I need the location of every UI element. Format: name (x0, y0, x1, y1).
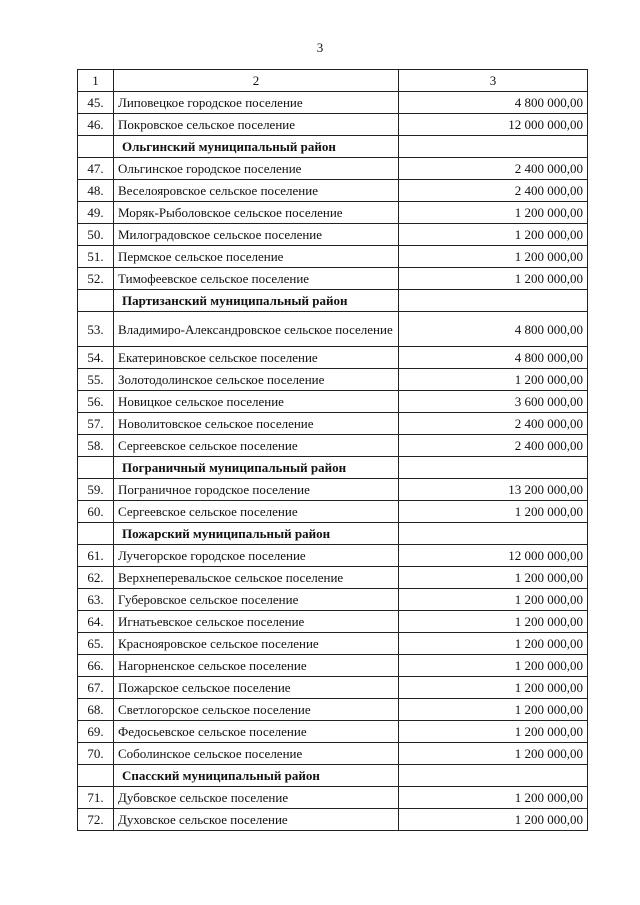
settlement-name: Веселояровское сельское поселение (114, 180, 399, 202)
amount: 1 200 000,00 (399, 699, 588, 721)
amount: 1 200 000,00 (399, 787, 588, 809)
row-number: 50. (78, 224, 114, 246)
settlement-name: Сергеевское сельское поселение (114, 435, 399, 457)
row-number: 60. (78, 501, 114, 523)
row-number: 68. (78, 699, 114, 721)
amount: 2 400 000,00 (399, 158, 588, 180)
settlement-name: Дубовское сельское поселение (114, 787, 399, 809)
settlement-name: Игнатьевское сельское поселение (114, 611, 399, 633)
header-col-1: 1 (78, 70, 114, 92)
row-number: 64. (78, 611, 114, 633)
settlement-name: Светлогорское сельское поселение (114, 699, 399, 721)
amount: 2 400 000,00 (399, 180, 588, 202)
row-number: 53. (78, 312, 114, 347)
settlement-name: Пограничное городское поселение (114, 479, 399, 501)
settlement-name: Краснояровское сельское поселение (114, 633, 399, 655)
row-number: 66. (78, 655, 114, 677)
district-num-cell (78, 457, 114, 479)
district-amount-cell (399, 136, 588, 158)
row-number: 70. (78, 743, 114, 765)
table-row (78, 435, 588, 457)
row-number: 61. (78, 545, 114, 567)
settlement-name: Сергеевское сельское поселение (114, 501, 399, 523)
district-num-cell (78, 765, 114, 787)
district-amount-cell (399, 765, 588, 787)
amount: 3 600 000,00 (399, 391, 588, 413)
amount: 1 200 000,00 (399, 268, 588, 290)
district-amount-cell (399, 290, 588, 312)
table-row (78, 92, 588, 114)
settlement-name: Владимиро-Александровское сельское поселение (114, 312, 399, 347)
district-row (78, 457, 588, 479)
amount: 1 200 000,00 (399, 202, 588, 224)
header-col-3: 3 (399, 70, 588, 92)
settlement-name: Липовецкое городское поселение (114, 92, 399, 114)
district-name: Партизанский муниципальный район (114, 290, 399, 312)
row-number: 45. (78, 92, 114, 114)
row-number: 47. (78, 158, 114, 180)
amount: 1 200 000,00 (399, 809, 588, 831)
amount: 4 800 000,00 (399, 347, 588, 369)
district-name: Ольгинский муниципальный район (114, 136, 399, 158)
header-col-2: 2 (114, 70, 399, 92)
table-row (78, 721, 588, 743)
table-row (78, 158, 588, 180)
row-number: 71. (78, 787, 114, 809)
amount: 1 200 000,00 (399, 721, 588, 743)
settlement-name: Золотодолинское сельское поселение (114, 369, 399, 391)
amount: 1 200 000,00 (399, 589, 588, 611)
row-number: 67. (78, 677, 114, 699)
amount: 1 200 000,00 (399, 633, 588, 655)
settlement-name: Нагорненское сельское поселение (114, 655, 399, 677)
settlement-name: Верхнеперевальское сельское поселение (114, 567, 399, 589)
amount: 1 200 000,00 (399, 224, 588, 246)
row-number: 65. (78, 633, 114, 655)
amount: 1 200 000,00 (399, 369, 588, 391)
table-row (78, 479, 588, 501)
row-number: 55. (78, 369, 114, 391)
district-amount-cell (399, 523, 588, 545)
page-number: 3 (316, 40, 324, 55)
district-row (78, 523, 588, 545)
settlement-name: Лучегорское городское поселение (114, 545, 399, 567)
amount: 1 200 000,00 (399, 611, 588, 633)
district-name: Пожарский муниципальный район (114, 523, 399, 545)
row-number: 51. (78, 246, 114, 268)
table-row (78, 114, 588, 136)
amount: 4 800 000,00 (399, 312, 588, 347)
amount: 1 200 000,00 (399, 677, 588, 699)
table-row (78, 809, 588, 831)
amount: 2 400 000,00 (399, 413, 588, 435)
table-row (78, 589, 588, 611)
settlement-name: Тимофеевское сельское поселение (114, 268, 399, 290)
amount: 1 200 000,00 (399, 501, 588, 523)
district-row (78, 136, 588, 158)
table-row (78, 347, 588, 369)
table-row (78, 224, 588, 246)
settlement-name: Федосьевское сельское поселение (114, 721, 399, 743)
settlement-name: Ольгинское городское поселение (114, 158, 399, 180)
row-number: 69. (78, 721, 114, 743)
row-number: 58. (78, 435, 114, 457)
settlement-name: Моряк-Рыболовское сельское поселение (114, 202, 399, 224)
district-amount-cell (399, 457, 588, 479)
table-row (78, 413, 588, 435)
amount: 1 200 000,00 (399, 743, 588, 765)
row-number: 59. (78, 479, 114, 501)
district-num-cell (78, 523, 114, 545)
table-row (78, 391, 588, 413)
settlement-name: Соболинское сельское поселение (114, 743, 399, 765)
table-row (78, 699, 588, 721)
amount: 12 000 000,00 (399, 114, 588, 136)
row-number: 72. (78, 809, 114, 831)
settlement-name: Духовское сельское поселение (114, 809, 399, 831)
table-body (78, 70, 588, 831)
amount: 12 000 000,00 (399, 545, 588, 567)
row-number: 48. (78, 180, 114, 202)
district-num-cell (78, 290, 114, 312)
settlement-name: Новолитовское сельское поселение (114, 413, 399, 435)
table-header-row (78, 70, 588, 92)
table-row (78, 246, 588, 268)
table-row (78, 501, 588, 523)
table-row (78, 545, 588, 567)
row-number: 46. (78, 114, 114, 136)
table-row (78, 567, 588, 589)
district-row (78, 765, 588, 787)
amount: 1 200 000,00 (399, 567, 588, 589)
table-row (78, 611, 588, 633)
settlement-name: Екатериновское сельское поселение (114, 347, 399, 369)
settlement-name: Милоградовское сельское поселение (114, 224, 399, 246)
district-num-cell (78, 136, 114, 158)
amount: 2 400 000,00 (399, 435, 588, 457)
settlement-name: Пожарское сельское поселение (114, 677, 399, 699)
row-number: 52. (78, 268, 114, 290)
amount: 4 800 000,00 (399, 92, 588, 114)
settlement-name: Новицкое сельское поселение (114, 391, 399, 413)
amount: 1 200 000,00 (399, 655, 588, 677)
settlement-name: Пермское сельское поселение (114, 246, 399, 268)
settlement-name: Покровское сельское поселение (114, 114, 399, 136)
amount: 1 200 000,00 (399, 246, 588, 268)
table-row (78, 633, 588, 655)
table-row (78, 180, 588, 202)
table-row (78, 202, 588, 224)
row-number: 56. (78, 391, 114, 413)
row-number: 63. (78, 589, 114, 611)
table-row (78, 268, 588, 290)
row-number: 49. (78, 202, 114, 224)
amount: 13 200 000,00 (399, 479, 588, 501)
table-row (78, 369, 588, 391)
table-row (78, 787, 588, 809)
table-row (78, 312, 588, 347)
table-row (78, 743, 588, 765)
row-number: 57. (78, 413, 114, 435)
district-row (78, 290, 588, 312)
allocation-table (77, 69, 588, 831)
district-name: Пограничный муниципальный район (114, 457, 399, 479)
table-row (78, 677, 588, 699)
settlement-name: Губеровское сельское поселение (114, 589, 399, 611)
district-name: Спасский муниципальный район (114, 765, 399, 787)
table-row (78, 655, 588, 677)
row-number: 54. (78, 347, 114, 369)
row-number: 62. (78, 567, 114, 589)
